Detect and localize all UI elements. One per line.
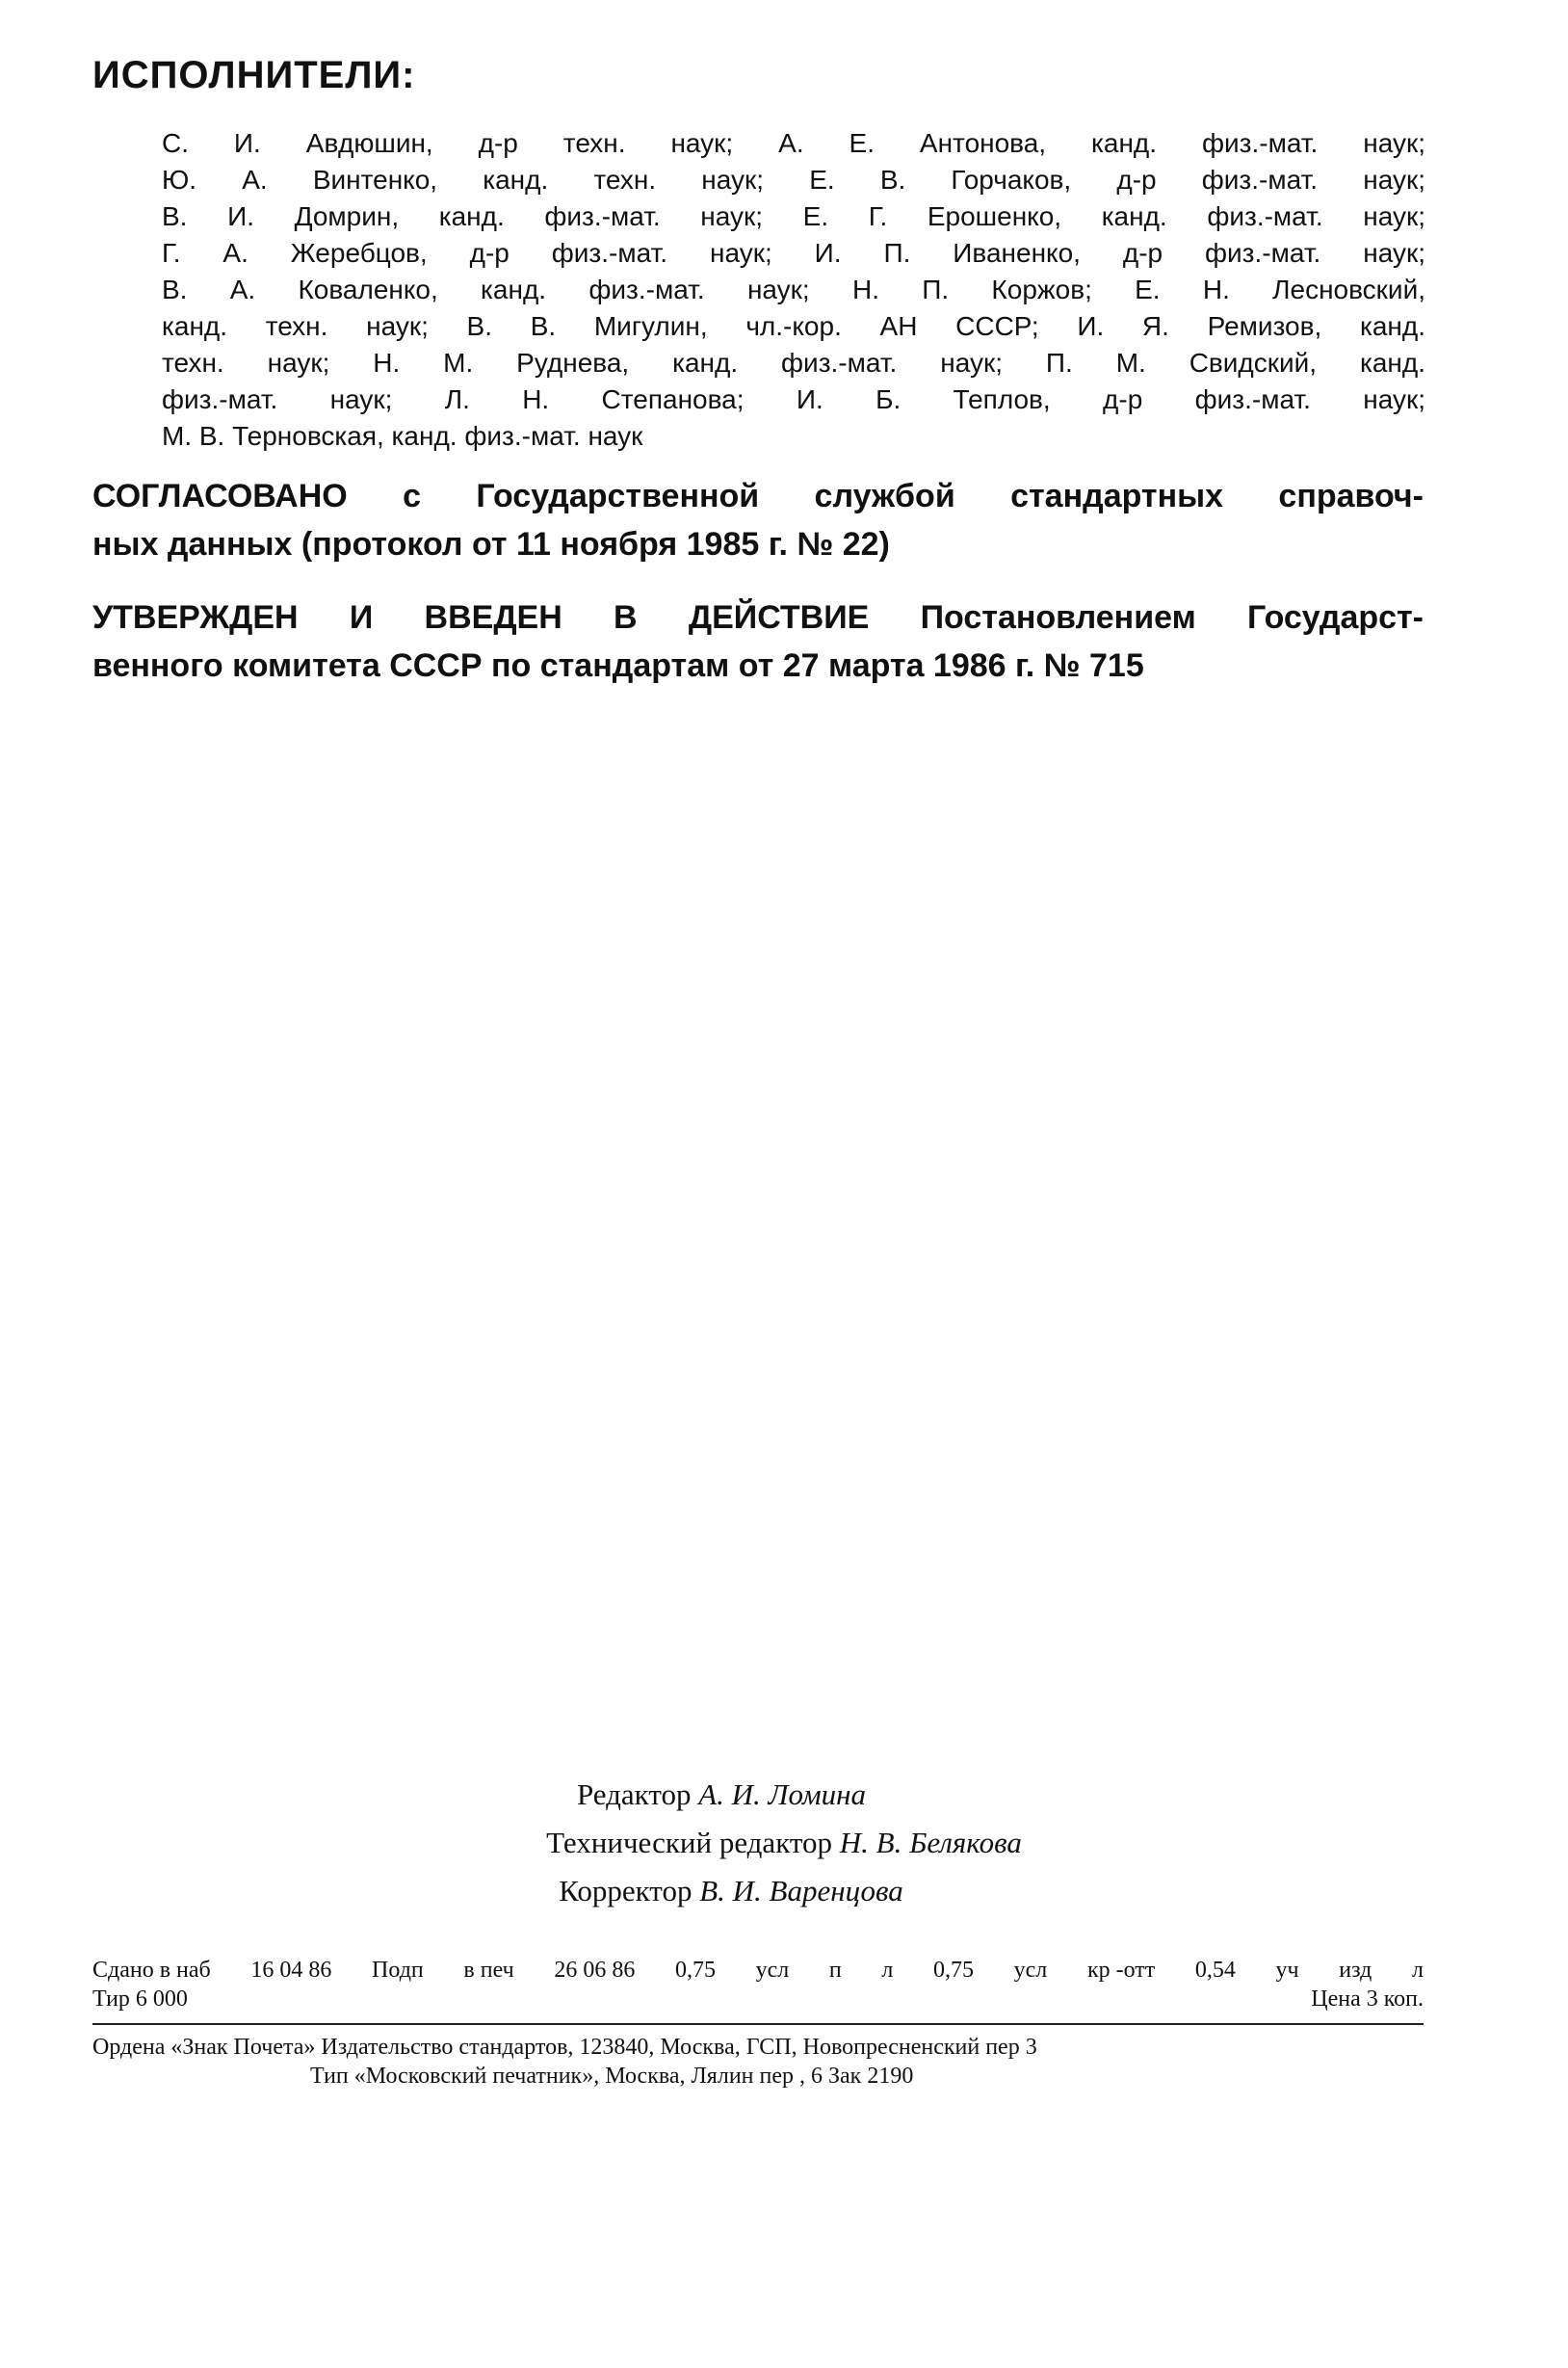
printing-field: 16 04 86 — [250, 1958, 332, 1983]
printing-row — [92, 1985, 1424, 2013]
printing-field: 26 06 86 — [554, 1958, 636, 1983]
editorial-credits — [0, 1771, 1568, 1915]
agreed-statement — [92, 472, 1424, 568]
printing-field: изд — [1339, 1958, 1372, 1983]
printing-details — [92, 1956, 1424, 2013]
printing-field: в печ — [463, 1958, 514, 1983]
printing-field: кр -отт — [1086, 1958, 1156, 1983]
executors-line: В. А. Коваленко, канд. физ.-мат. наук; Н. П. Коржов; Е. Н. Лесновский, — [162, 275, 1425, 304]
printer-line: Тип «Московский печатник», Москва, Лялин пер , 6 Зак 2190 — [310, 2064, 914, 2089]
editor-label: Редактор — [576, 1777, 692, 1811]
printing-field: 0,54 — [1194, 1958, 1236, 1983]
page-title: ИСПОЛНИТЕЛИ: — [92, 54, 416, 96]
printing-row — [92, 1956, 1424, 1985]
printing-field: Сдано в наб — [92, 1958, 211, 1983]
editor-name: А. И. Ломина — [698, 1777, 867, 1811]
printing-field: л — [1412, 1958, 1424, 1983]
printing-field: уч — [1275, 1958, 1299, 1983]
proofreader-credit — [0, 1867, 1568, 1915]
tech-editor-label: Технический редактор — [546, 1826, 832, 1859]
executors-line: физ.-мат. наук; Л. Н. Степанова; И. Б. Теплов, д-р физ.-мат. наук; — [162, 384, 1425, 414]
executors-line: С. И. Авдюшин, д-р техн. наук; А. Е. Антонова, канд. физ.-мат. наук; — [162, 128, 1425, 158]
executors-line: канд. техн. наук; В. В. Мигулин, чл.-кор. АН СССР; И. Я. Ремизов, канд. — [162, 311, 1425, 341]
tech-editor-credit — [0, 1819, 1568, 1867]
proofreader-label: Корректор — [559, 1874, 693, 1908]
executors-line: Ю. А. Винтенко, канд. техн. наук; Е. В. Горчаков, д-р физ.-мат. наук; — [162, 165, 1425, 195]
executors-line: В. И. Домрин, канд. физ.-мат. наук; Е. Г. Ерошенко, канд. физ.-мат. наук; — [162, 201, 1425, 231]
agreed-line: СОГЛАСОВАНО с Государственной службой стандартных справоч- — [92, 478, 1424, 514]
approved-statement — [92, 593, 1424, 690]
agreed-line: ных данных (протокол от 11 ноября 1985 г. № 22) — [92, 526, 890, 563]
approved-line: УТВЕРЖДЕН И ВВЕДЕН В ДЕЙСТВИЕ Постановлением Государст- — [92, 599, 1424, 636]
divider — [92, 2023, 1424, 2025]
executors-line: М. В. Терновская, канд. физ.-мат. наук — [162, 421, 643, 451]
executors-list — [162, 125, 1425, 455]
printing-field: усл — [1013, 1958, 1048, 1983]
publisher-line: Ордена «Знак Почета» Издательство стандартов, 123840, Москва, ГСП, Новопресненский пер 3 — [92, 2035, 1037, 2060]
price: Цена 3 коп. — [1311, 1986, 1424, 2012]
printing-field: п — [828, 1958, 842, 1983]
executors-line: техн. наук; Н. М. Руднева, канд. физ.-мат. наук; П. М. Свидский, канд. — [162, 348, 1425, 378]
print-run: Тир 6 000 — [92, 1986, 188, 2012]
publisher-info — [92, 2033, 1424, 2091]
editor-credit — [0, 1771, 1568, 1819]
printing-field: 0,75 — [933, 1958, 975, 1983]
printing-field: 0,75 — [674, 1958, 716, 1983]
approved-line: венного комитета СССР по стандартам от 27 марта 1986 г. № 715 — [92, 647, 1144, 684]
printing-field: Подп — [372, 1958, 424, 1983]
executors-line: Г. А. Жеребцов, д-р физ.-мат. наук; И. П. Иваненко, д-р физ.-мат. наук; — [162, 238, 1425, 268]
tech-editor-name: Н. В. Белякова — [839, 1826, 1022, 1859]
printing-field: усл — [755, 1958, 790, 1983]
proofreader-name: В. И. Варенцова — [699, 1874, 903, 1908]
printing-field: л — [881, 1958, 894, 1983]
